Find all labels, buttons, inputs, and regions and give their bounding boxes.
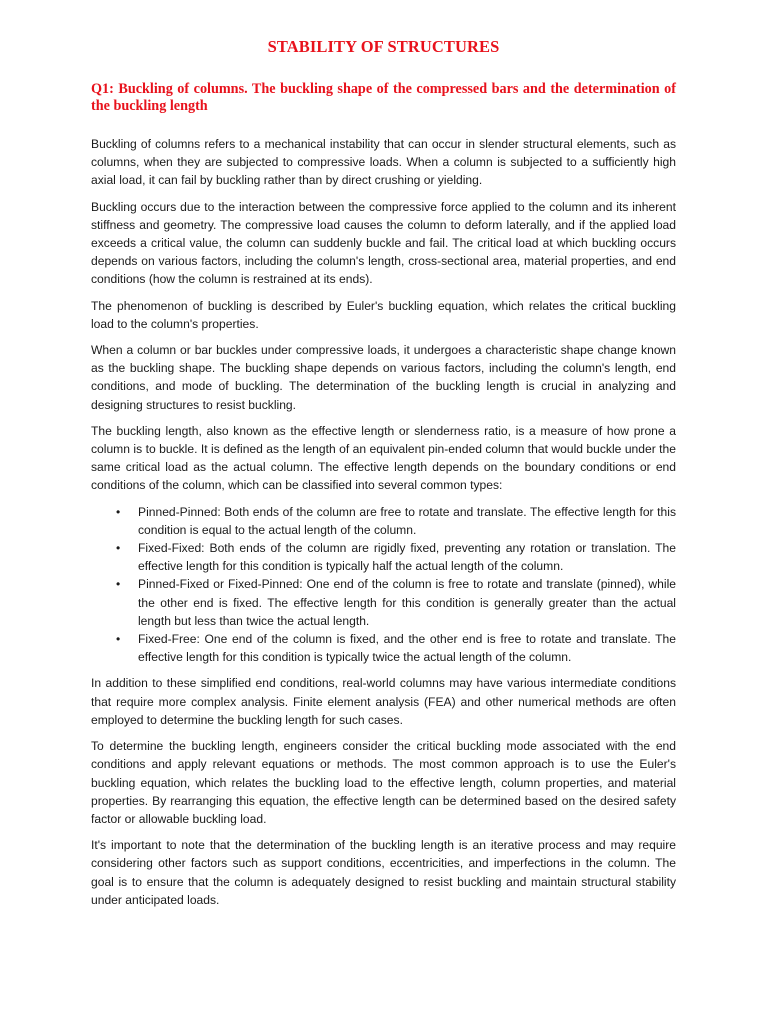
paragraph-buckling-shape: When a column or bar buckles under compressive loads, it undergoes a characteristic shape change known as the buckling shape. The buckling shape depends on various factors, including the column's length, end conditions, and mode of buckling. The determination of the buckling length is crucial in analyzing and designing structures to resist buckling. [91,343,676,412]
bullet-icon: • [116,504,121,519]
end-conditions-list [91,503,676,667]
list-item [116,503,676,539]
list-item-text: Fixed-Fixed: Both ends of the column are rigidly fixed, preventing any rotation or translation. The effective length for this condition is typically half the actual length of the column. [138,541,676,574]
list-item-text: Pinned-Fixed or Fixed-Pinned: One end of the column is free to rotate and translate (pinned), while the other end is fixed. The effective length for this condition is generally greater than the actual length but less than twice the actual length. [138,577,676,628]
bullet-icon: • [116,541,121,556]
paragraph-buckling-cause: Buckling occurs due to the interaction between the compressive force applied to the column and its inherent stiffness and geometry. The compressive load causes the column to deform laterally, and if the applied load exceeds a critical value, the column can suddenly buckle and fail. The critical load at which buckling occurs depends on various factors, including the column's length, cross-sectional area, material properties, and end conditions (how the column is restrained at its ends). [91,199,676,287]
list-item-text: Pinned-Pinned: Both ends of the column are free to rotate and translate. The effective length for this condition is equal to the actual length of the column. [138,504,676,537]
document-page [91,0,676,909]
paragraph-conclusion: It's important to note that the determination of the buckling length is an iterative process and may require considering other factors such as support conditions, eccentricities, and imperfections in the column. The goal is to ensure that the column is adequately designed to resist buckling and maintain structural stability under anticipated loads. [91,838,676,907]
bullet-icon: • [116,632,121,647]
bullet-icon: • [116,577,121,592]
paragraph-buckling-length: The buckling length, also known as the effective length or slenderness ratio, is a measure of how prone a column is to buckle. It is defined as the length of an equivalent pin-ended column that would buckle under the same critical load as the actual column. The effective length depends on the boundary conditions or end conditions of the column, which can be classified into several common types: [91,423,676,493]
paragraph-determination: To determine the buckling length, engineers consider the critical buckling mode associated with the end conditions and apply relevant equations or methods. The most common approach is to use the Euler's buckling equation, which relates the buckling load to the effective length, column properties, and material properties. By rearranging this equation, the effective length can be determined based on the desired safety factor or allowable buckling load. [91,739,676,826]
list-item [116,630,676,666]
paragraph-euler: The phenomenon of buckling is described by Euler's buckling equation, which relates the critical buckling load to the column's properties. [91,298,676,331]
paragraph-real-world: In addition to these simplified end conditions, real-world columns may have various intermediate conditions that require more complex analysis. Finite element analysis (FEA) and other numerical methods are often employed to determine the buckling length for such cases. [91,676,676,727]
list-item [116,575,676,630]
document-title: STABILITY OF STRUCTURES [267,37,500,56]
question-heading: Q1: Buckling of columns. The buckling shape of the compressed bars and the determination of the buckling length [91,81,676,114]
list-item [116,539,676,575]
paragraph-intro: Buckling of columns refers to a mechanical instability that can occur in slender structural elements, such as columns, when they are subjected to compressive loads. When a column is subjected to a sufficiently high axial load, it can fail by buckling rather than by direct crushing or yielding. [91,137,676,188]
list-item-text: Fixed-Free: One end of the column is fixed, and the other end is free to rotate and translate. The effective length for this condition is typically twice the actual length of the column. [138,632,676,665]
